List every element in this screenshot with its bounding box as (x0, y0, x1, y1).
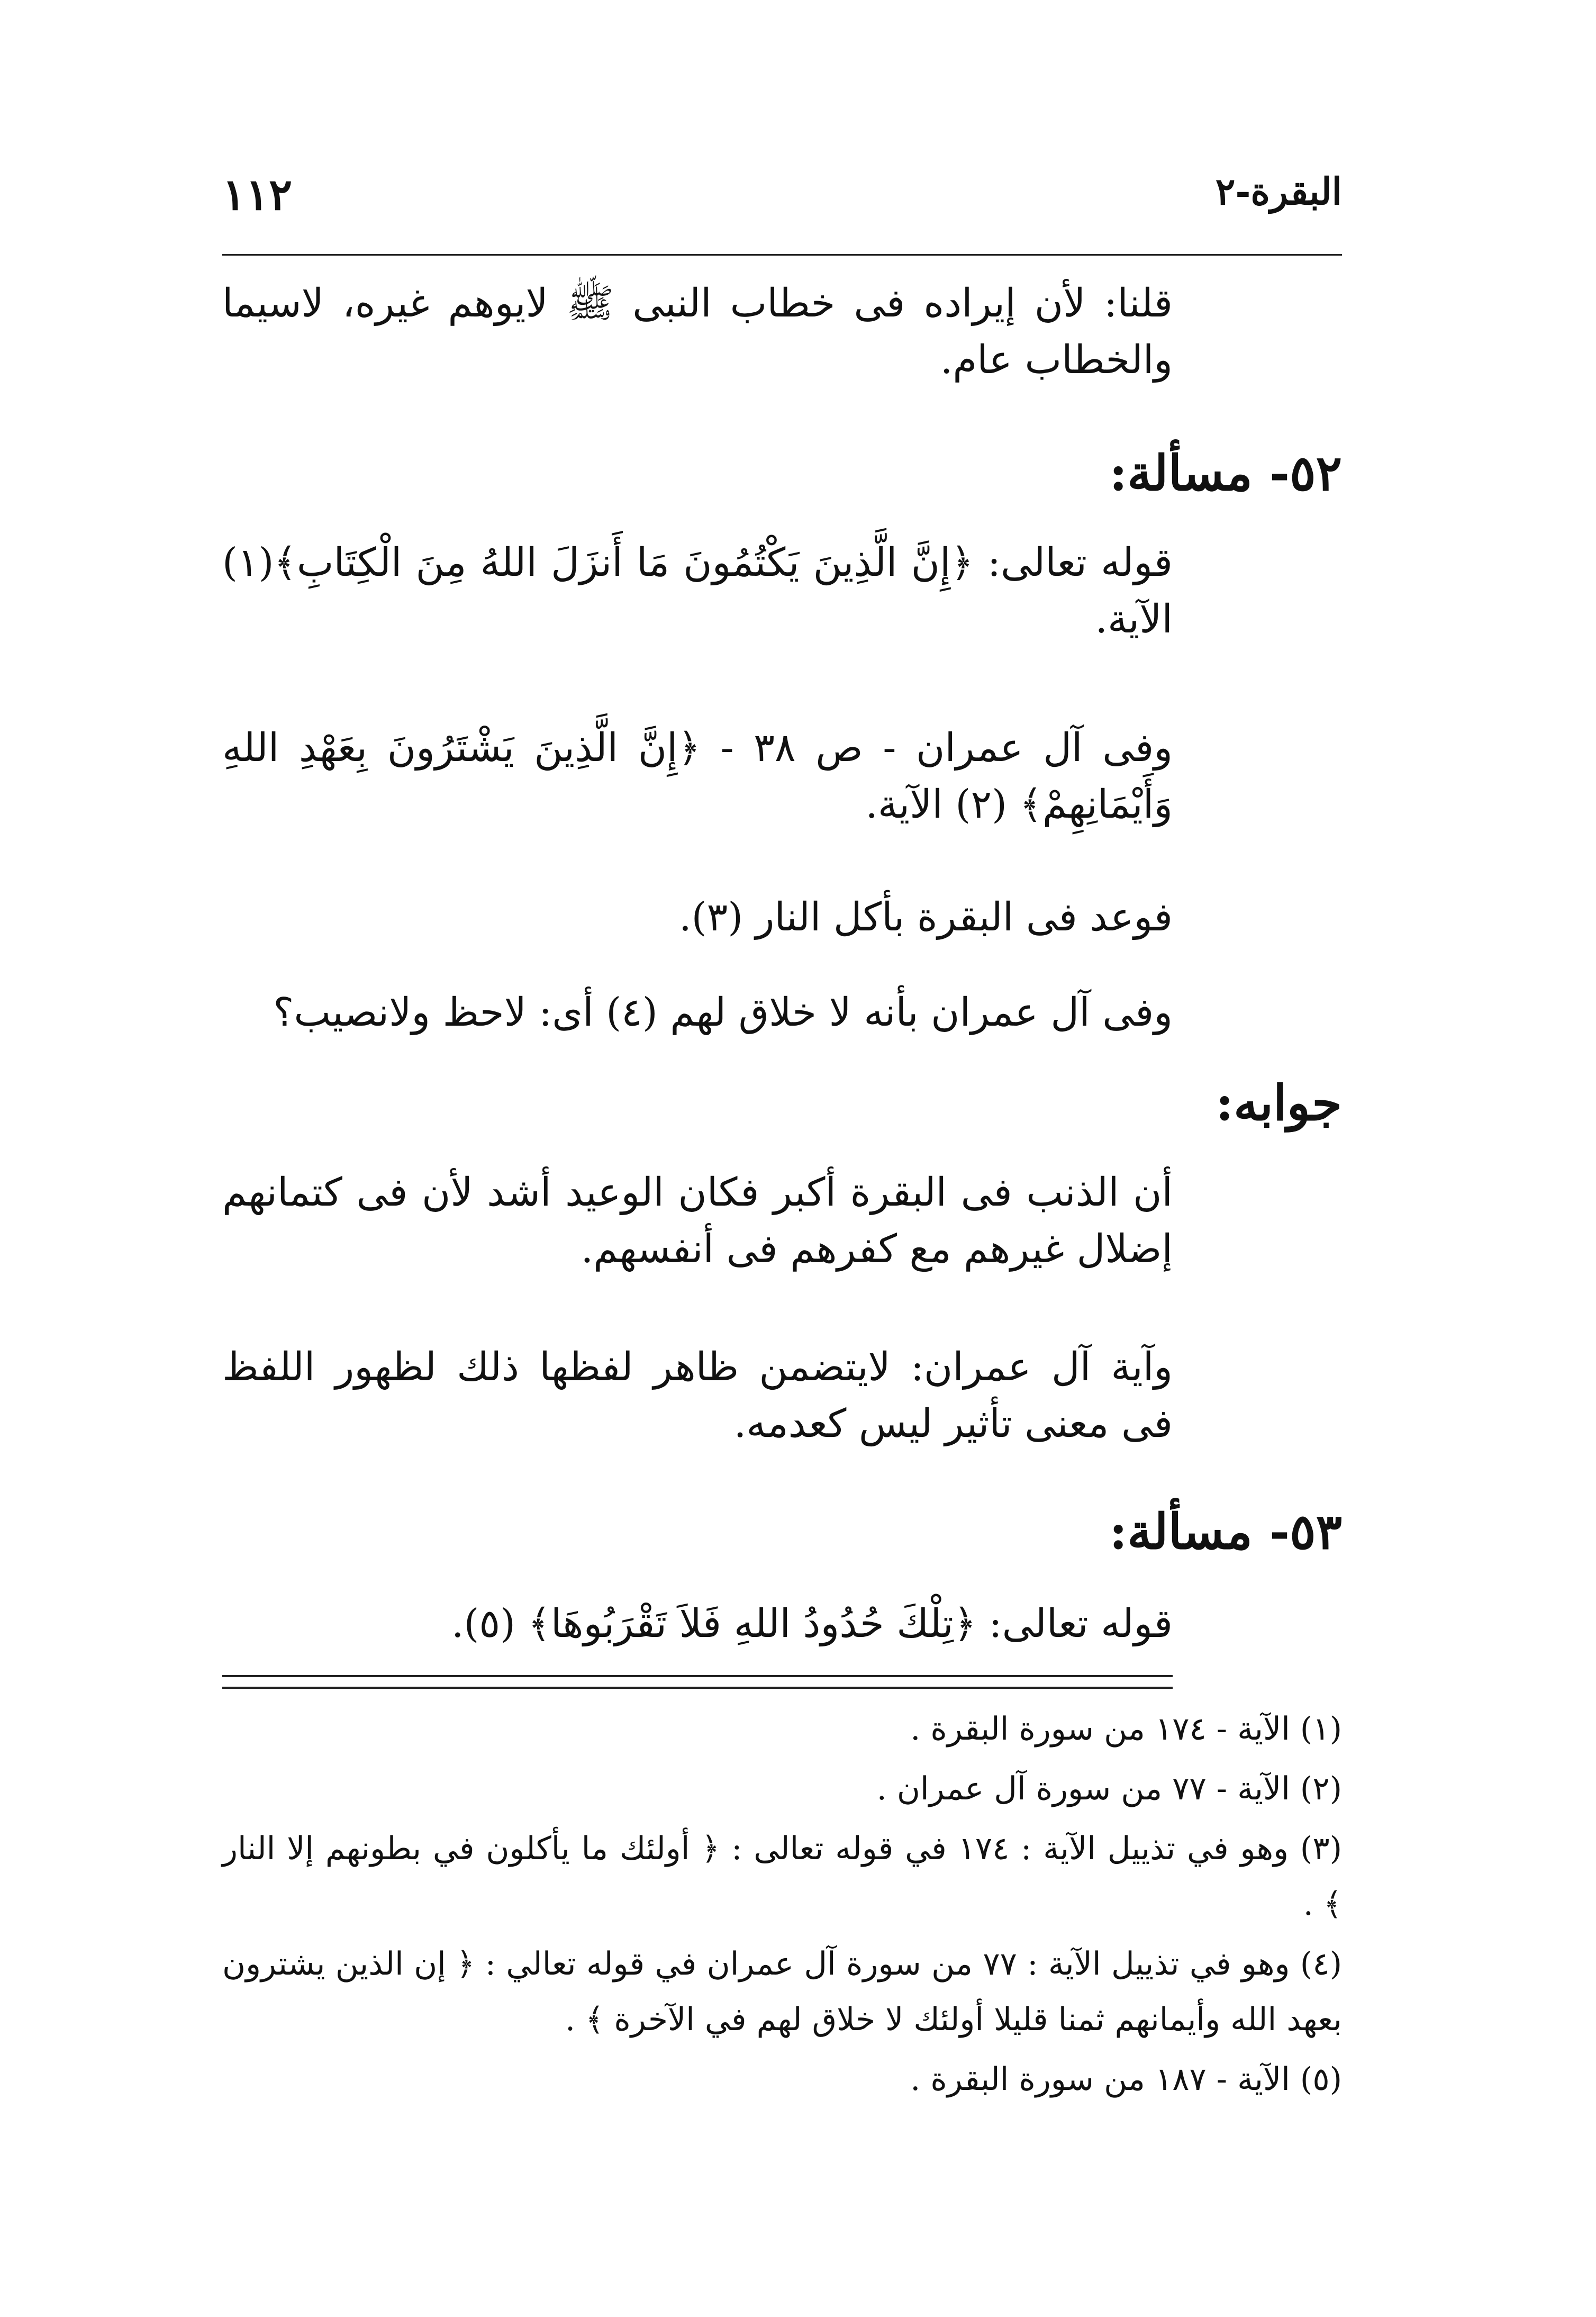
heading-answer: جوابه: (1216, 1074, 1342, 1132)
page-number: ١١٢ (222, 169, 293, 220)
paragraph-verse-limits: قوله تعالى: ﴿تِلْكَ حُدُودُ اللهِ فَلاَ تَقْرَبُوهَا﴾ (٥). (451, 1601, 1173, 1646)
footnote-2: (٢) الآية - ٧٧ من سورة آل عمران . (876, 1770, 1342, 1807)
footnote-3: (٣) وهو في تذييل الآية : ١٧٤ في قوله تعالى : ﴿ أولئك ما يأكلون في بطونهم إلا النار ﴾ . (222, 1830, 1342, 1923)
paragraph-answer-intro: قلنا: لأن إيراده فى خطاب النبى ﷺ لايوهم غيره، لاسيما والخطاب عام. (222, 280, 1173, 383)
paragraph-promise-fire: فوعد فى البقرة بأكل النار (٣). (679, 894, 1173, 940)
footnotes (222, 1701, 1342, 2112)
paragraph-answer-body: أن الذنب فى البقرة أكبر فكان الوعيد أشد لأن فى كتمانهم إضلال غيرهم مع كفرهم فى أنفسهم. (222, 1170, 1173, 1272)
paragraph-verse-al-imran: وفى آل عمران - ص ٣٨ - ﴿إِنَّ الَّذِينَ يَشْتَرُونَ بِعَهْدِ اللهِ وَأَيْمَانِهِمْ﴾ (٢) الآية. (222, 725, 1173, 828)
footnote-5: (٥) الآية - ١٨٧ من سورة البقرة . (910, 2061, 1342, 2098)
paragraph-verse-baqarah: قوله تعالى: ﴿إِنَّ الَّذِينَ يَكْتُمُونَ مَا أَنزَلَ اللهُ مِنَ الْكِتَابِ﴾(١) الآية. (222, 540, 1173, 642)
heading-question-53: ٥٣- مسألة: (1109, 1503, 1342, 1560)
paragraph-al-imran-verse-note: وآية آل عمران: لايتضمن ظاهر لفظها ذلك لظهور اللفظ فى معنى تأثير ليس كعدمه. (222, 1344, 1173, 1447)
footnote-4: (٤) وهو في تذييل الآية : ٧٧ من سورة آل عمران في قوله تعالي : ﴿ إن الذين يشترون بعهد الله وأيمانهم ثمنا قليلا أولئك لا خلاق لهم في الآخرة ﴾ . (222, 1945, 1342, 2038)
surah-title: البقرة-٢ (1215, 169, 1342, 213)
paragraph-no-share: وفى آل عمران بأنه لا خلاق لهم (٤) أى: لاحظ ولانصيب؟ (273, 990, 1173, 1035)
footnote-1: (١) الآية - ١٧٤ من سورة البقرة . (910, 1710, 1342, 1748)
heading-question-52: ٥٢- مسألة: (1109, 445, 1342, 502)
running-header (222, 159, 1342, 256)
footnote-separator (222, 1675, 1173, 1689)
